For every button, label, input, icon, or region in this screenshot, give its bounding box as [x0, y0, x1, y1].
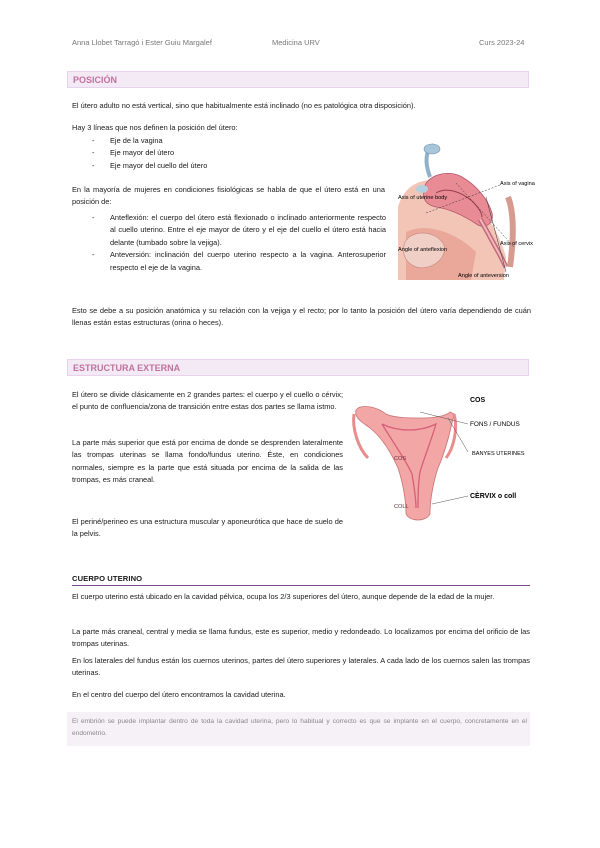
list-item: - Eje de la vagina	[90, 135, 340, 147]
cuerpo-p1: El cuerpo uterino está ubicado en la cavidad pélvica, ocupa los 2/3 superiores del útero, aunque depende de la edad de la mujer.	[72, 592, 495, 601]
subsection-divider	[72, 585, 530, 586]
label-cos: COS	[470, 397, 486, 404]
position-list	[90, 212, 386, 274]
list-item-anteversion: - Anteversión: inclinación del cuerpo uterino respecto a la vagina. Anterosuperior respecto el eje de la vagina.	[90, 249, 386, 274]
label-angle-anteflexion: Angle of anteflexion	[398, 247, 448, 253]
estructura-p1: El útero se divide clásicamente en 2 grandes partes: el cuerpo y el cuello o cérvix; el punto de confluencia/zona de transición entre estas dos partes se llama istmo.	[72, 390, 343, 412]
note-text: El embrión se puede implantar dentro de toda la cavidad uterina, pero lo habitual y correcto es que se implante en el cuerpo, concretamente en el endometrio.	[72, 718, 527, 737]
posicion-p3: En la mayoría de mujeres en condiciones fisiológicas se habla de que el útero está en una posición de:	[72, 185, 385, 207]
posicion-intro: El útero adulto no está vertical, sino que habitualmente está inclinado (no es patológica otra disposición).	[72, 101, 416, 110]
label-angle-anteversion: Angle of anteversion	[458, 273, 509, 279]
label-axis-cervix: Axis of cervix	[500, 241, 533, 247]
header-subject: Medicina URV	[272, 38, 320, 47]
cuerpo-p3: En los laterales del fundus están los cuernos uterinos, partes del útero superiores y laterales. A cada lado de los cuernos salen las trompas uterinas.	[72, 656, 530, 678]
estructura-p2: La parte más superior que está por encima de donde se desprenden lateralmente las trompas uterinas se llama fondo/fundus uterino. Éste, en condiciones normales, siempre es la parte que está situada por encima de la salida de las trompas, es más craneal.	[72, 438, 343, 485]
header-author: Anna Llobet Tarragó i Ester Guiu Margalef	[72, 38, 212, 47]
label-axis-vagina: Axis of vagina	[500, 181, 535, 187]
list-item: - Eje mayor del útero	[90, 147, 340, 159]
estructura-p3: El periné/perineo es una estructura muscular y aponeurótica que hace de suelo de la pelvis.	[72, 517, 343, 539]
label-inner-coll: COLL	[394, 504, 409, 510]
label-cervix: CÈRVIX o coll	[470, 493, 517, 500]
label-inner-cos: COS	[394, 456, 407, 462]
label-banyes: BANYES UTERINES	[472, 451, 525, 457]
section-title-estructura: ESTRUCTURA EXTERNA	[67, 359, 529, 376]
list-item: - Eje mayor del cuello del útero	[90, 160, 340, 172]
label-fons: FONS / FUNDUS	[470, 421, 520, 428]
list-item-anteflexion: - Anteflexión: el cuerpo del útero está flexionado o inclinado anteriormente respecto al cuello uterino. Entre el eje mayor de útero y el eje del cuello el útero está hacia delante (tumbado sobre la vejiga).	[90, 212, 386, 249]
cuerpo-p2: La parte más craneal, central y media se llama fundus, este es superior, medio y redondeado. Lo localizamos por encima del orificio de las trompas uterinas.	[72, 627, 530, 649]
uterus-position-figure	[396, 137, 535, 280]
subsection-title-cuerpo: CUERPO UTERINO	[72, 574, 143, 583]
uterus-structure-figure	[350, 388, 530, 528]
section-title-posicion: POSICIÓN	[67, 71, 529, 88]
header-course: Curs 2023-24	[479, 38, 525, 47]
axis-list	[90, 135, 340, 172]
posicion-p4: Esto se debe a su posición anatómica y su relación con la vejiga y el recto; por lo tanto la posición del útero varía dependiendo de cuán llenas están estas estructuras (orina o heces).	[72, 306, 531, 328]
cuerpo-p4: En el centro del cuerpo del útero encontramos la cavidad uterina.	[72, 690, 286, 699]
label-axis-body: Axis of uterine body	[398, 195, 448, 201]
posicion-lines-intro: Hay 3 líneas que nos definen la posición del útero:	[72, 123, 238, 132]
